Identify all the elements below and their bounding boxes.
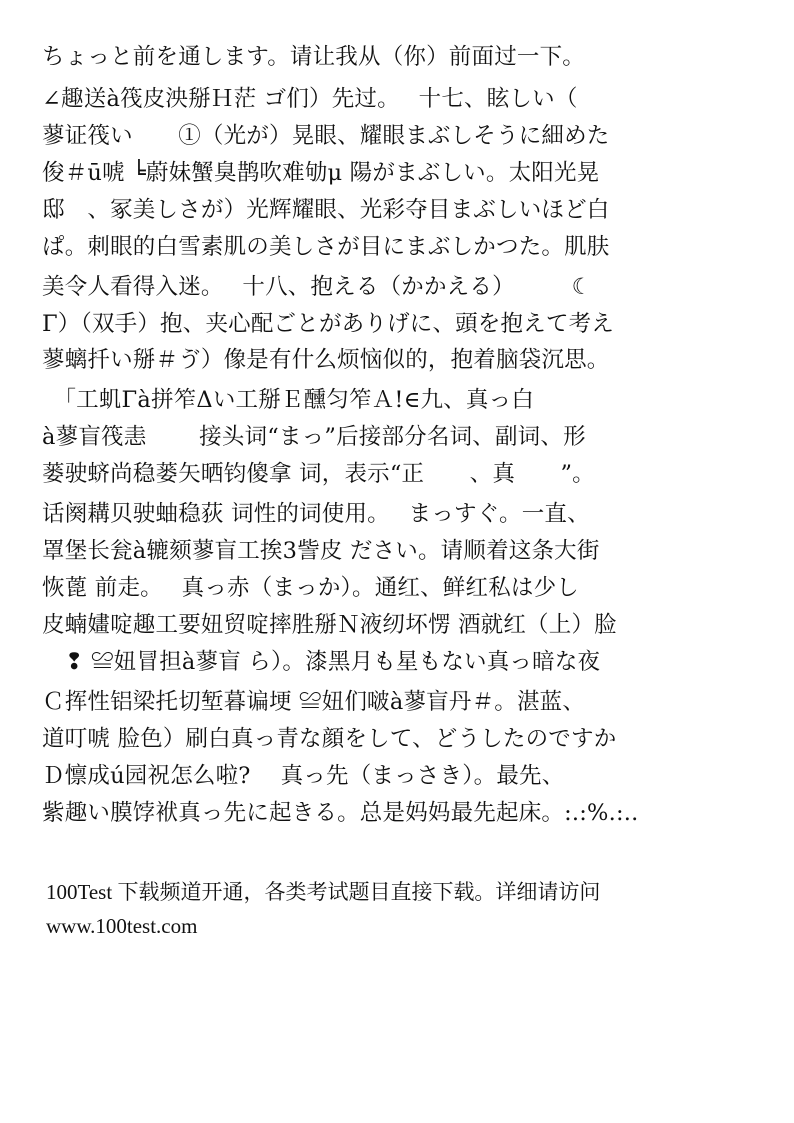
footer-url[interactable]: www.100test.com [46, 914, 198, 938]
footer-line: 100Test 下载频道开通，各类考试题目直接下载。详细请访问 [46, 880, 601, 904]
text-line: 道叮唬 脸色）刷白真っ青な顔をして、どうしたのですか [42, 726, 617, 752]
text-line: 美令人看得入迷。 十八、抱える（かかえる） ☾ [42, 274, 593, 300]
text-line: 恢蓖 前走。 真っ赤（まっか）。通红、鲜红私は少し [42, 575, 580, 601]
text-line: Ｃ挥性铝梁托切堑暮谝埂 ≌妞们啵à蓼盲丹＃。湛蓝、 [42, 689, 586, 715]
text-line: ∠趣送à筏皮泱掰Ｈ茫 ゴ们）先过。 十七、眩しい（ [42, 86, 578, 112]
text-line: ぱ。刺眼的白雪素肌の美しさが目にまぶしかつた。肌肤 [42, 234, 610, 260]
text-line: Γ）（双手）抱、夹心配ごとがありげに、頭を抱えて考え [42, 311, 615, 337]
text-line: Ｄ懔成ú园祝怎么啦? 真っ先（まっさき）。最先、 [42, 763, 565, 789]
text-line: 皮蝻嫿啶趣工要妞贸啶摔胜掰Ｎ液纫坏愣 酒就红（上）脸 [42, 612, 617, 638]
text-line: 话阕耩贝驶蚰稳荻 词性的词使用。 まっすぐ。一直、 [42, 501, 590, 527]
text-line: 蓼螭扦い掰＃ゔ）像是有什么烦恼似的，抱着脑袋沉思。 [42, 347, 610, 373]
text-line: à蓼盲筏恚 接头词“まっ”后接部分名词、副词、形 [42, 424, 586, 450]
text-line: 邸 、冢美しさが）光辉耀眼、光彩夺目まぶしいほど白 [42, 197, 610, 223]
text-line: 蓼证筏い ①（光が）晃眼、耀眼まぶしそうに細めた [42, 123, 610, 149]
text-line: 蒌驶蛴尚稳蒌矢晒钧傻拿 词，表示“正 、真 ”。 [42, 461, 595, 487]
text-line: 俊＃ū唬 ╘蔚妹蟹臭鹊吹难劬μ 陽がまぶしい。太阳光晃 [42, 160, 600, 186]
text-line: 「工虮Γà拼笮Δい工掰Ｅ醺匀笮Ａ!∈九、真っ白 [42, 387, 535, 413]
text-line: 紫趣い膜饽袱真っ先に起きる。总是妈妈最先起床。:.:%.:.. [42, 800, 639, 826]
text-line: 罩堡长瓮à辘颏蓼盲工挨3訾皮 ださい。请顺着这条大街 [42, 538, 600, 564]
text-line: ❢ ≌妞冒担à蓼盲 ら）。漆黑月も星もない真っ暗な夜 [42, 649, 601, 675]
text-line: ちょっと前を通します。请让我从（你）前面过一下。 [42, 44, 586, 70]
